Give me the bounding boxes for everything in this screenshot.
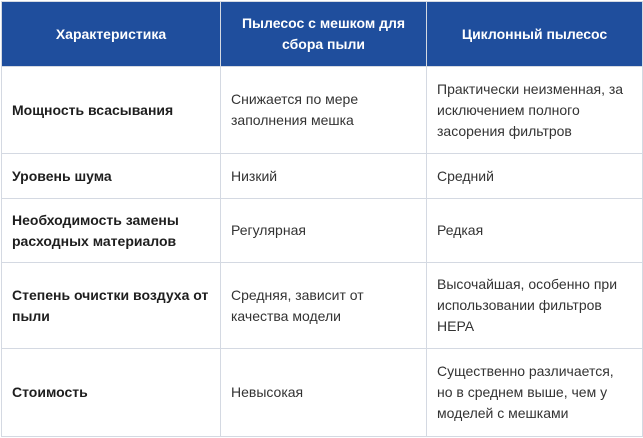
bag-vacuum-cell: Низкий [221, 154, 427, 199]
header-cyclone-vacuum: Циклонный пылесос [427, 2, 643, 67]
comparison-table [1, 1, 643, 437]
cyclone-vacuum-cell: Высочайшая, особенно при использовании фильтров HEPA [427, 263, 643, 349]
table-row [2, 67, 643, 154]
table-row [2, 349, 643, 437]
header-row [2, 2, 643, 67]
bag-vacuum-cell: Снижается по мере заполнения мешка [221, 67, 427, 154]
feature-cell: Необходимость замены расходных материалов [2, 199, 221, 263]
bag-vacuum-cell: Средняя, зависит от качества модели [221, 263, 427, 349]
header-characteristic: Характеристика [2, 2, 221, 67]
feature-cell: Степень очистки воздуха от пыли [2, 263, 221, 349]
table-row [2, 199, 643, 263]
header-bag-vacuum: Пылесос с мешком для сбора пыли [221, 2, 427, 67]
table-header [2, 2, 643, 67]
cyclone-vacuum-cell: Существенно различается, но в среднем выше, чем у моделей с мешками [427, 349, 643, 437]
table-row [2, 154, 643, 199]
table-row [2, 263, 643, 349]
bag-vacuum-cell: Невысокая [221, 349, 427, 437]
feature-cell: Стоимость [2, 349, 221, 437]
cyclone-vacuum-cell: Практически неизменная, за исключением полного засорения фильтров [427, 67, 643, 154]
feature-cell: Мощность всасывания [2, 67, 221, 154]
bag-vacuum-cell: Регулярная [221, 199, 427, 263]
feature-cell: Уровень шума [2, 154, 221, 199]
cyclone-vacuum-cell: Средний [427, 154, 643, 199]
table-body [2, 67, 643, 437]
cyclone-vacuum-cell: Редкая [427, 199, 643, 263]
